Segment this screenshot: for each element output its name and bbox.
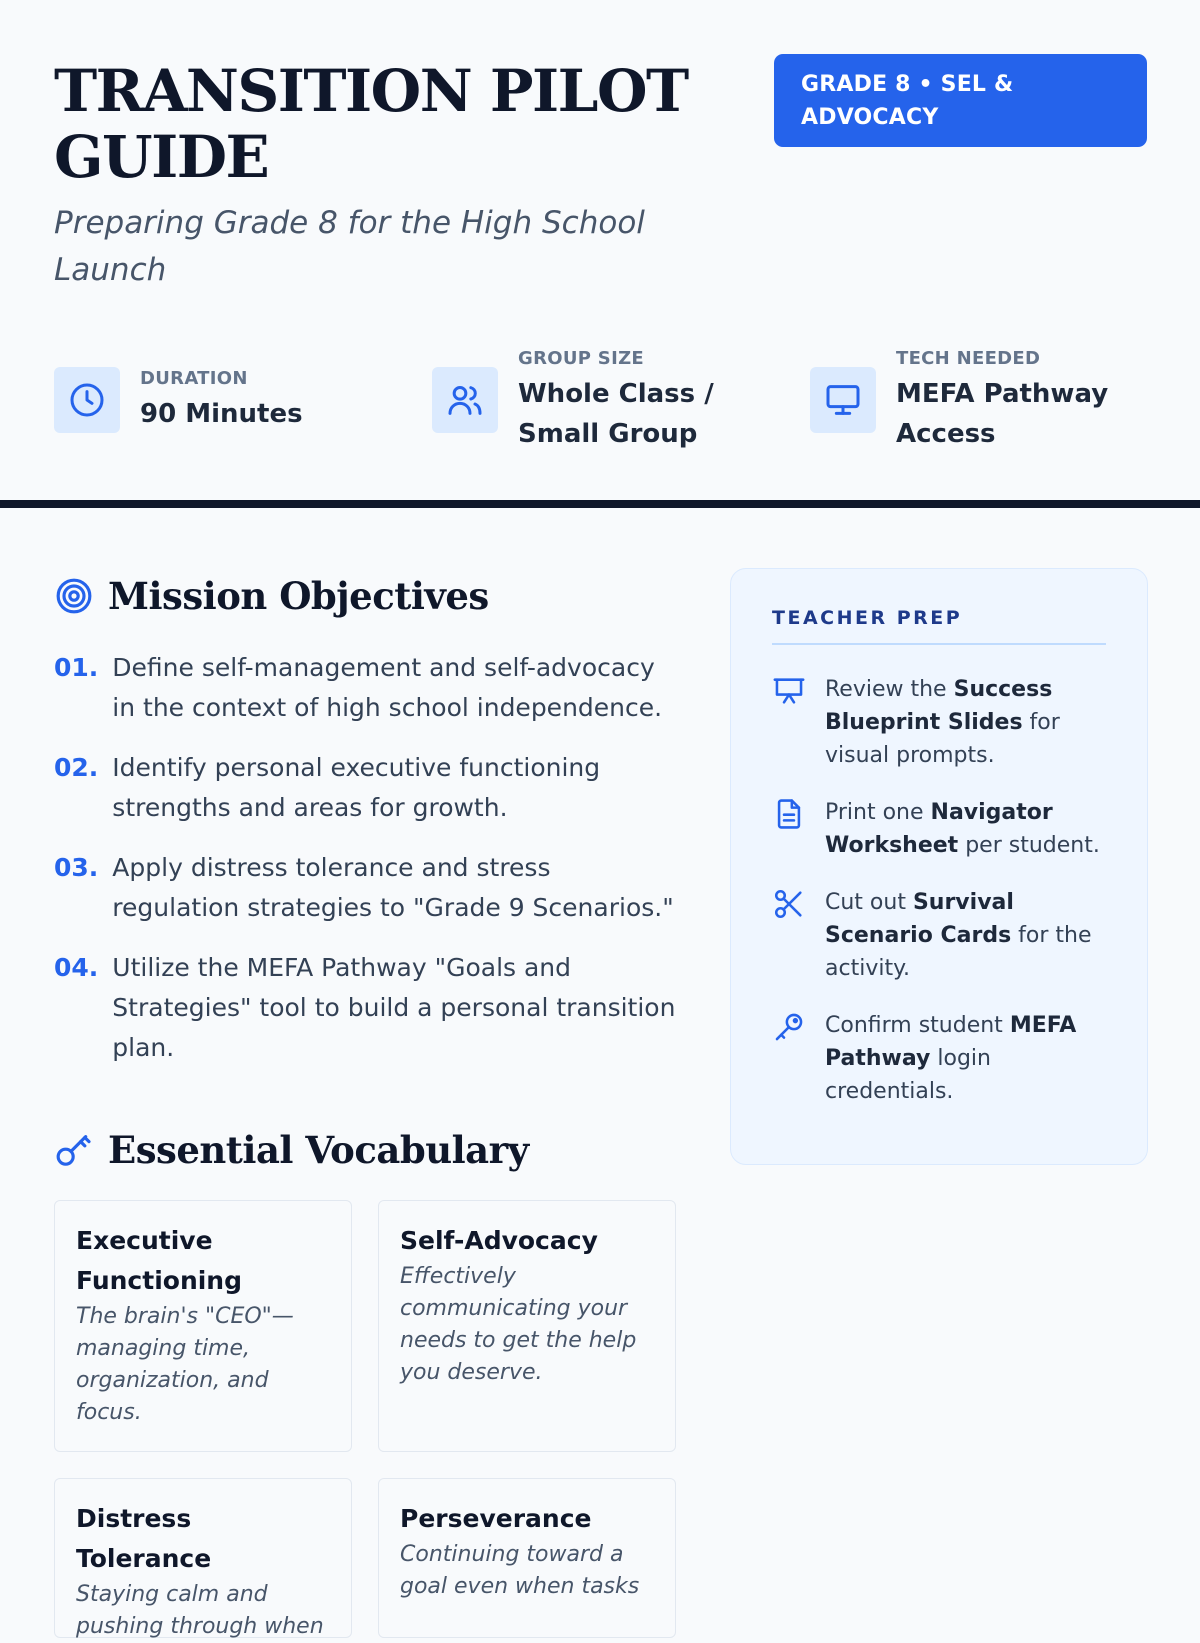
objective-item bbox=[54, 948, 684, 1068]
meta-duration bbox=[54, 345, 384, 465]
vocab-definition: Continuing toward a goal even when tasks bbox=[400, 1542, 640, 1599]
vocab-card bbox=[378, 1478, 676, 1638]
grade-badge: GRADE 8 • SEL & ADVOCACY bbox=[774, 54, 1147, 147]
objective-text: Identify personal executive functioning strengths and areas for growth. bbox=[112, 753, 601, 822]
objective-text: Define self-management and self-advocacy in the context of high school independence. bbox=[112, 653, 663, 722]
objectives-list bbox=[54, 648, 684, 1088]
objective-text: Apply distress tolerance and stress regulation strategies to "Grade 9 Scenarios." bbox=[112, 853, 674, 922]
meta-value: MEFA Pathway Access bbox=[896, 379, 1109, 449]
teacher-prep-list bbox=[772, 673, 1106, 1108]
prep-item bbox=[772, 673, 1106, 772]
objective-item bbox=[54, 848, 684, 928]
hero-header bbox=[0, 0, 1200, 508]
prep-text-pre: Confirm student bbox=[825, 1013, 1010, 1038]
vocab-term: Self-Advocacy bbox=[400, 1226, 598, 1255]
page-title: TRANSITION PILOT GUIDE bbox=[54, 57, 688, 191]
prep-text-bold: MEFA Pathway bbox=[825, 1013, 1077, 1071]
scissors-icon bbox=[772, 887, 806, 921]
meta-value: Whole Class / Small Group bbox=[518, 379, 714, 449]
page-subtitle: Preparing Grade 8 for the High School Launch bbox=[54, 205, 645, 288]
objective-text: Utilize the MEFA Pathway "Goals and Strategies" tool to build a personal transition plan. bbox=[112, 953, 676, 1062]
target-icon bbox=[54, 576, 94, 616]
vocab-term: Perseverance bbox=[400, 1504, 592, 1533]
objectives-title: Mission Objectives bbox=[108, 574, 489, 618]
prep-text-post: per student. bbox=[958, 833, 1100, 858]
prep-text-bold: Survival Scenario Cards bbox=[825, 890, 1014, 948]
prep-text bbox=[825, 886, 1106, 985]
presentation-icon bbox=[772, 674, 806, 708]
document-icon bbox=[772, 797, 806, 831]
meta-label: TECH NEEDED bbox=[896, 348, 1041, 369]
users-icon bbox=[432, 367, 498, 433]
vocab-term: Executive Functioning bbox=[76, 1226, 243, 1295]
meta-tech-needed bbox=[810, 345, 1150, 465]
teacher-prep-panel bbox=[730, 568, 1148, 1165]
clock-icon bbox=[54, 367, 120, 433]
prep-text bbox=[825, 673, 1106, 772]
prep-text-post: login credentials. bbox=[825, 1046, 991, 1104]
monitor-icon bbox=[810, 367, 876, 433]
objective-number: 02. bbox=[54, 753, 99, 782]
vocab-term: Distress Tolerance bbox=[76, 1504, 212, 1573]
prep-text-bold: Success Blueprint Slides bbox=[825, 677, 1053, 735]
objective-number: 04. bbox=[54, 953, 99, 982]
vocab-definition: Staying calm and pushing through when bbox=[76, 1582, 324, 1639]
prep-text-bold: Navigator Worksheet bbox=[825, 800, 1053, 858]
vocab-card bbox=[378, 1200, 676, 1452]
teacher-prep-title: TEACHER PREP bbox=[772, 607, 1106, 645]
vocab-card bbox=[54, 1200, 352, 1452]
meta-label: DURATION bbox=[140, 368, 248, 389]
prep-text bbox=[825, 796, 1106, 862]
vocab-definition: Effectively communicating your needs to get the help you deserve. bbox=[400, 1264, 637, 1385]
prep-text bbox=[825, 1009, 1106, 1108]
objective-number: 01. bbox=[54, 653, 99, 682]
prep-text-post: for visual prompts. bbox=[825, 710, 1060, 768]
prep-item bbox=[772, 886, 1106, 985]
prep-text-pre: Print one bbox=[825, 800, 931, 825]
prep-item bbox=[772, 1009, 1106, 1108]
objectives-heading bbox=[54, 574, 489, 618]
prep-text-pre: Cut out bbox=[825, 890, 913, 915]
meta-label: GROUP SIZE bbox=[518, 348, 645, 369]
vocab-definition: The brain's "CEO"—managing time, organization, and focus. bbox=[76, 1304, 294, 1425]
key-icon bbox=[772, 1010, 806, 1044]
meta-group-size bbox=[432, 345, 762, 465]
prep-text-post: for the activity. bbox=[825, 923, 1092, 981]
objective-number: 03. bbox=[54, 853, 99, 882]
prep-item bbox=[772, 796, 1106, 862]
meta-value: 90 Minutes bbox=[140, 399, 303, 429]
vocabulary-title: Essential Vocabulary bbox=[108, 1128, 529, 1172]
vocab-card bbox=[54, 1478, 352, 1638]
objective-item bbox=[54, 748, 684, 828]
key-icon bbox=[54, 1130, 94, 1170]
prep-text-pre: Review the bbox=[825, 677, 954, 702]
objective-item bbox=[54, 648, 684, 728]
vocabulary-heading bbox=[54, 1128, 529, 1172]
